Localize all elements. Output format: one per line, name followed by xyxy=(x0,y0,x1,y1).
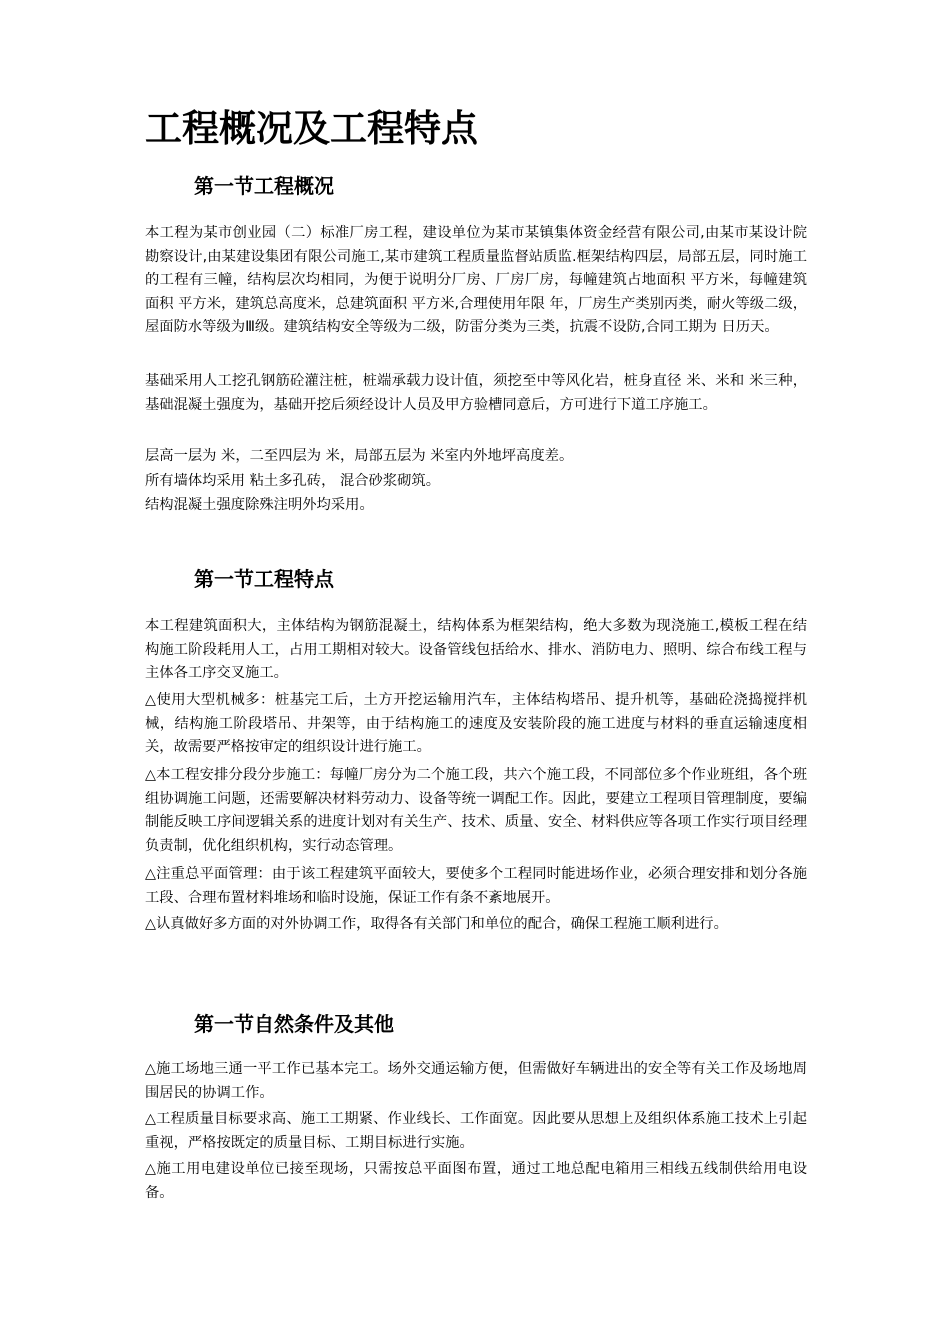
section-heading-features: 第一节工程特点 xyxy=(194,567,334,591)
paragraph: △施工用电建设单位已接至现场，只需按总平面图布置，通过工地总配电箱用三相线五线制供给用电设备。 xyxy=(145,1161,807,1201)
section-heading-conditions: 第一节自然条件及其他 xyxy=(194,1012,394,1036)
paragraph: 基础采用人工挖孔钢筋砼灌注桩，桩端承载力设计值，须挖至中等风化岩，桩身直径 米、米和 米三种，基础混凝土强度为，基础开挖后须经设计人员及甲方验槽同意后，方可进行下道工序施工。 xyxy=(145,373,807,413)
paragraph: 本工程为某市创业园（二）标准厂房工程，建设单位为某市某镇集体资金经营有限公司,由某市某设计院勘察设计,由某建设集团有限公司施工,某市建筑工程质量监督站质监.框架结构四层，局部五层，同时施工的工程有三幢，结构层次均相同，为便于说明分厂房、厂房厂房，每幢建筑占地面积 平方米，每幢建筑面积 平方米，建筑总高度米，总建筑面积 平方米,合理使用年限 年，厂房生产类别丙类，耐火等级二级，屋面防水等级为Ⅲ级。建筑结构安全等级为二级，防雷分类为三类，抗震不设防,合同工期为 日历天。 xyxy=(145,225,807,335)
paragraph: △认真做好多方面的对外协调工作，取得各有关部门和单位的配合，确保工程施工顺利进行。 xyxy=(145,916,728,932)
paragraph: 层高一层为 米，二至四层为 米，局部五层为 米室内外地坪高度差。 xyxy=(145,448,574,464)
page-title: 工程概况及工程特点 xyxy=(145,106,478,150)
paragraph: △注重总平面管理：由于该工程建筑平面较大，要使多个工程同时能进场作业，必须合理安排和划分各施工段、合理布置材料堆场和临时设施，保证工作有条不紊地展开。 xyxy=(145,866,807,906)
paragraph: 本工程建筑面积大，主体结构为钢筋混凝土，结构体系为框架结构，绝大多数为现浇施工,模板工程在结构施工阶段耗用人工，占用工期相对较大。设备管线包括给水、排水、消防电力、照明、综合布线工程与主体各工序交叉施工。 xyxy=(145,618,807,681)
paragraph: △使用大型机械多：桩基完工后，土方开挖运输用汽车，主体结构塔吊、提升机等，基础砼浇捣搅拌机械，结构施工阶段塔吊、井架等，由于结构施工的速度及安装阶段的施工进度与材料的垂直运输速度相关，故需要严格按审定的组织设计进行施工。 xyxy=(145,692,807,755)
section-heading-overview: 第一节工程概况 xyxy=(194,174,334,198)
paragraph: △施工场地三通一平工作已基本完工。场外交通运输方便，但需做好车辆进出的安全等有关工作及场地周围居民的协调工作。 xyxy=(145,1061,807,1101)
paragraph: △本工程安排分段分步施工：每幢厂房分为二个施工段，共六个施工段，不同部位多个作业班组，各个班组协调施工问题，还需要解决材料劳动力、设备等统一调配工作。因此，要建立工程项目管理制度，要编制能反映工序间逻辑关系的进度计划对有关生产、技术、质量、安全、材料供应等各项工作实行项目经理负责制，优化组织机构，实行动态管理。 xyxy=(145,767,807,854)
paragraph: 所有墙体均采用 粘土多孔砖， 混合砂浆砌筑。 xyxy=(145,473,441,489)
paragraph: 结构混凝土强度除殊注明外均采用。 xyxy=(145,497,374,513)
paragraph: △工程质量目标要求高、施工工期紧、作业线长、工作面宽。因此要从思想上及组织体系施工技术上引起重视，严格按既定的质量目标、工期目标进行实施。 xyxy=(145,1111,807,1151)
